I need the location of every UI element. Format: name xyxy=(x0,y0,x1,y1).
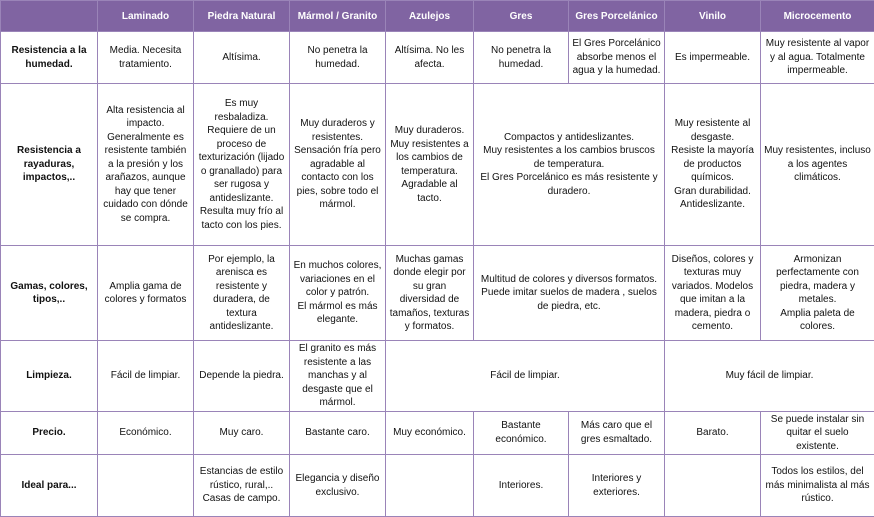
cell-rayaduras-vinilo: Muy resistente al desgaste. Resiste la mayoría de productos químicos. Gran durabilidad. Antideslizante. xyxy=(665,84,761,246)
cell-ideal-vinilo xyxy=(665,455,761,517)
cell-ideal-porcelanico: Interiores y exteriores. xyxy=(569,455,665,517)
cell-humedad-vinilo: Es impermeable. xyxy=(665,32,761,84)
cell-humedad-piedra: Altísima. xyxy=(194,32,290,84)
header-microcemento: Microcemento xyxy=(761,1,874,32)
cell-ideal-laminado xyxy=(98,455,194,517)
cell-humedad-azulejos: Altísima. No les afecta. xyxy=(386,32,474,84)
cell-precio-microcemento: Se puede instalar sin quitar el suelo existente. xyxy=(761,411,874,455)
header-gres-porcelanico: Gres Porcelánico xyxy=(569,1,665,32)
cell-gamas-microcemento: Armonizan perfectamente con piedra, madera y metales. Amplia paleta de colores. xyxy=(761,246,874,341)
cell-precio-piedra: Muy caro. xyxy=(194,411,290,455)
cell-humedad-microcemento: Muy resistente al vapor y al agua. Totalmente impermeable. xyxy=(761,32,874,84)
cell-humedad-gres: No penetra la humedad. xyxy=(474,32,569,84)
cell-limpieza-azulejos-gres: Fácil de limpiar. xyxy=(386,341,665,412)
row-precio xyxy=(1,411,874,455)
row-rayaduras xyxy=(1,84,874,246)
cell-limpieza-vinilo-microcemento: Muy fácil de limpiar. xyxy=(665,341,874,412)
cell-rayaduras-marmol: Muy duraderos y resistentes. Sensación fría pero agradable al contacto con los pies, sobre todo el mármol. xyxy=(290,84,386,246)
cell-ideal-marmol: Elegancia y diseño exclusivo. xyxy=(290,455,386,517)
cell-precio-gres: Bastante económico. xyxy=(474,411,569,455)
header-marmol-granito: Mármol / Granito xyxy=(290,1,386,32)
cell-gamas-piedra: Por ejemplo, la arenisca es resistente y duradera, de textura antideslizante. xyxy=(194,246,290,341)
cell-rayaduras-piedra: Es muy resbaladiza. Requiere de un proceso de texturización (lijado o granallado) para ser rugosa y antideslizante. Resulta muy frío al tacto con los pies. xyxy=(194,84,290,246)
cell-gamas-marmol: En muchos colores, variaciones en el color y patrón. El mármol es más elegante. xyxy=(290,246,386,341)
cell-precio-laminado: Económico. xyxy=(98,411,194,455)
cell-rayaduras-microcemento: Muy resistentes, incluso a los agentes climáticos. xyxy=(761,84,874,246)
cell-gamas-azulejos: Muchas gamas donde elegir por su gran diversidad de tamaños, texturas y formatos. xyxy=(386,246,474,341)
cell-ideal-azulejos xyxy=(386,455,474,517)
cell-gamas-vinilo: Diseños, colores y texturas muy variados. Modelos que imitan a la madera, piedra o cemento. xyxy=(665,246,761,341)
cell-precio-marmol: Bastante caro. xyxy=(290,411,386,455)
header-gres: Gres xyxy=(474,1,569,32)
cell-humedad-laminado: Media. Necesita tratamiento. xyxy=(98,32,194,84)
cell-precio-azulejos: Muy económico. xyxy=(386,411,474,455)
cell-limpieza-laminado: Fácil de limpiar. xyxy=(98,341,194,412)
cell-rayaduras-laminado: Alta resistencia al impacto. Generalmente es resistente también a la presión y los arañazos, aunque hay que tener cuidado con dónde se compra. xyxy=(98,84,194,246)
row-gamas xyxy=(1,246,874,341)
cell-humedad-porcelanico: El Gres Porcelánico absorbe menos el agua y la humedad. xyxy=(569,32,665,84)
cell-ideal-gres: Interiores. xyxy=(474,455,569,517)
row-ideal xyxy=(1,455,874,517)
row-humedad xyxy=(1,32,874,84)
cell-rayaduras-azulejos: Muy duraderos. Muy resistentes a los cambios de temperatura. Agradable al tacto. xyxy=(386,84,474,246)
cell-humedad-marmol: No penetra la humedad. xyxy=(290,32,386,84)
cell-precio-porcelanico: Más caro que el gres esmaltado. xyxy=(569,411,665,455)
cell-limpieza-piedra: Depende la piedra. xyxy=(194,341,290,412)
row-limpieza xyxy=(1,341,874,412)
header-piedra-natural: Piedra Natural xyxy=(194,1,290,32)
header-corner-cell xyxy=(1,1,98,32)
cell-ideal-microcemento: Todos los estilos, del más minimalista al más rústico. xyxy=(761,455,874,517)
row-label-rayaduras: Resistencia a rayaduras, impactos,.. xyxy=(1,84,98,246)
header-vinilo: Vinilo xyxy=(665,1,761,32)
row-label-limpieza: Limpieza. xyxy=(1,341,98,412)
header-row xyxy=(1,1,874,32)
cell-rayaduras-gres-porcelanico: Compactos y antideslizantes. Muy resistentes a los cambios bruscos de temperatura. El Gres Porcelánico es más resistente y duradero. xyxy=(474,84,665,246)
cell-gamas-gres-porcelanico: Multitud de colores y diversos formatos. Puede imitar suelos de madera , suelos de piedra, etc. xyxy=(474,246,665,341)
cell-limpieza-marmol: El granito es más resistente a las manchas y al desgaste que el mármol. xyxy=(290,341,386,412)
row-label-gamas: Gamas, colores, tipos,.. xyxy=(1,246,98,341)
cell-precio-vinilo: Barato. xyxy=(665,411,761,455)
cell-ideal-piedra: Estancias de estilo rústico, rural,.. Casas de campo. xyxy=(194,455,290,517)
header-azulejos: Azulejos xyxy=(386,1,474,32)
row-label-humedad: Resistencia a la humedad. xyxy=(1,32,98,84)
row-label-ideal: Ideal para... xyxy=(1,455,98,517)
header-laminado: Laminado xyxy=(98,1,194,32)
row-label-precio: Precio. xyxy=(1,411,98,455)
cell-gamas-laminado: Amplia gama de colores y formatos xyxy=(98,246,194,341)
